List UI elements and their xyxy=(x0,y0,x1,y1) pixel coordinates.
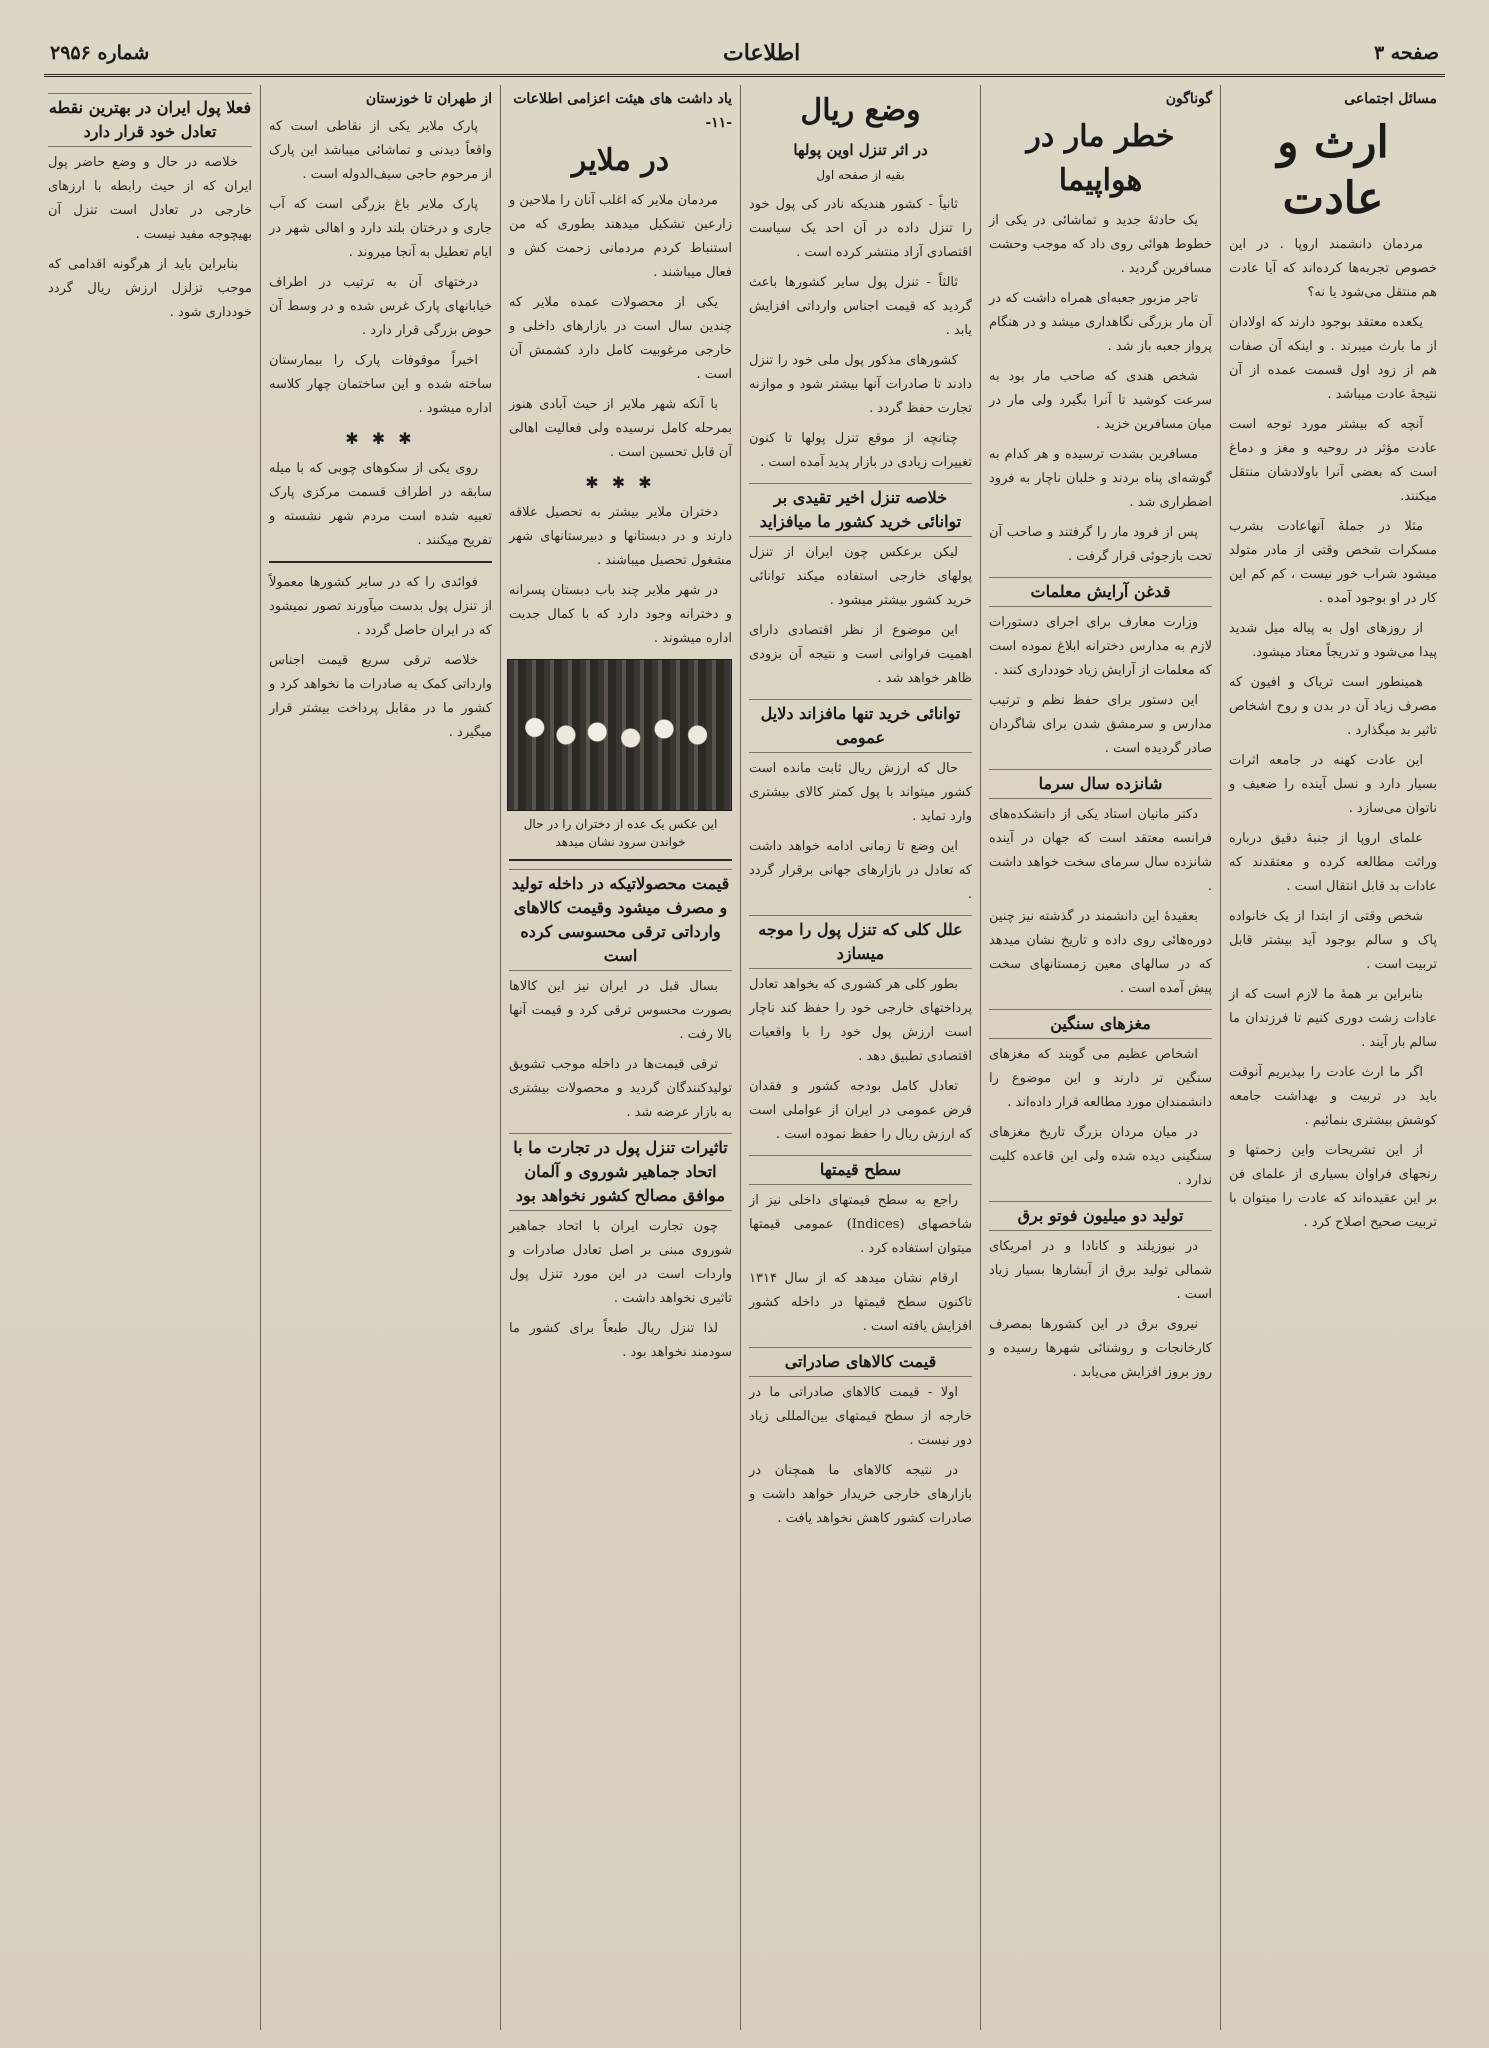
series-kicker: یاد داشت های هیئت اعزامی اطلاعات -۱۱- xyxy=(513,91,732,131)
paragraph: مسافرین بشدت ترسیده و هر کدام به گوشه‌ای پناه بردند و خلبان ناچار به فرود اضطراری شد . xyxy=(989,447,1212,510)
paragraph: خلاصه ترقی سریع قیمت اجناس وارداتی کمک به صادرات ما نخواهد کرد و کشور ما در مقابل پرداخت بیشتر قرار میگیرد . xyxy=(269,653,492,740)
subheading: توانائی خرید تنها مافزاند دلایل عمومی xyxy=(749,699,972,753)
paragraph: لذا تنزل ریال طبعاً برای کشور ما سودمند نخواهد بود . xyxy=(509,1321,732,1360)
paragraph: پس از فرود مار را گرفتند و صاحب آن تحت بازجوئی قرار گرفت . xyxy=(989,525,1212,564)
divider xyxy=(269,561,492,563)
column-snake-airplane xyxy=(980,85,1220,2030)
paragraph: خلاصه در حال و وضع حاضر پول ایران که از حیث رابطه با ارزهای خارجی در تعادل است تنزل آن بهیچوجه مفید نیست . xyxy=(48,155,252,242)
column-rial-balance xyxy=(40,85,260,2030)
columns xyxy=(44,85,1445,2030)
paragraph: مثلا در جملهٔ آنهاعادت بشرب مسکرات شخص وقتی از مادر متولد میشود شراب خور نیست ، کم کم این کار در او بوجود آمده . xyxy=(1229,519,1437,606)
issue-number: شماره ۲۹۵۶ xyxy=(50,42,150,64)
paragraph: یکعده معتقد بوجود دارند که اولادان از ما بارث میبرند . و اینکه آن صفات هم از زود اول قسمت عمده از آن نتیجهٔ عادت میباشد . xyxy=(1229,315,1437,402)
paragraph: همینطور است تریاک و افیون که مصرف زیاد آن در بدن و روح اشخاص تاثیر بد میگذارد . xyxy=(1229,675,1437,738)
paragraph: ثانیاً - کشور هندیکه نادر کی پول خود را تنزل داده در آن احد یک سیاست اقتصادی آزاد منتشر کرده است . xyxy=(749,197,972,260)
subheading: قیمت محصولاتیکه در داخله تولید و مصرف میشود وقیمت کالاهای وارداتی ترقی محسوسی کرده است xyxy=(509,869,732,971)
paragraph: شخص وقتی از ابتدا از یک خانواده پاک و سالم بوجود آید بیشتر قابل تربیت است . xyxy=(1229,909,1437,972)
paragraph: شخص هندی که صاحب مار بود به سرعت کوشید تا آنرا بگیرد ولی مار در میان مسافرین خزید . xyxy=(989,369,1212,432)
paragraph: تعادل کامل بودجه کشور و فقدان قرض عمومی در ایران از عواملی است که ارزش ریال را حفظ نموده است . xyxy=(749,1079,972,1142)
paragraph: دکتر مانیان استاد یکی از دانشکده‌های فرانسه معتقد است که جهان در آینده شانزده سال سرمای سخت خواهد داشت . xyxy=(989,807,1212,894)
paragraph: کشورهای مذکور پول ملی خود را تنزل دادند تا صادرات آنها بیشتر شود و موازنه تجارت حفظ گردد . xyxy=(749,353,972,416)
paragraph: نیروی برق در این کشورها بمصرف کارخانجات و روشنائی شهرها رسیده و روز بروز افزایش می‌یابد . xyxy=(989,1317,1212,1380)
paragraph: در شهر ملایر چند باب دبستان پسرانه و دخترانه وجود دارد که با کمال جدیت اداره میشوند . xyxy=(509,583,732,646)
paragraph: اولا - قیمت کالاهای صادراتی ما در خارجه از سطح قیمتهای بین‌المللی زیاد دور نیست . xyxy=(749,1385,972,1448)
paragraph: بسال قبل در ایران نیز این کالاها بصورت محسوس ترقی کرد و قیمت آنها بالا رفت . xyxy=(509,979,732,1042)
paragraph: آنچه که بیشتر مورد توجه است عادت مؤثر در روحیه و مغز و دماغ است که بعضی آنرا باولادشان منتقل میکنند. xyxy=(1229,417,1437,504)
paragraph: یکی از محصولات عمده ملایر که چندین سال است در بازارهای داخلی و خارجی مرغوبیت کامل دارد کشمش آن است . xyxy=(509,295,732,382)
column-malayer-park xyxy=(260,85,500,2030)
paragraph: اخیراً موقوفات پارک را بیمارستان ساخته شده و این ساختمان چهار کلاسه اداره میشود . xyxy=(269,353,492,416)
subheading: فعلا پول ایران در بهترین نقطه تعادل خود قرار دارد xyxy=(48,93,252,147)
page-number: صفحه ۳ xyxy=(1373,42,1439,64)
paragraph: اگر ما ارث عادت را بپذیریم آنوقت باید در تربیت و بهداشت جامعه کوشش بیشتری بنمائیم . xyxy=(1229,1065,1437,1128)
section-divider: ✱ ✱ ✱ xyxy=(585,473,656,492)
paragraph: پارک ملایر یکی از نقاطی است که واقعاً دیدنی و تماشائی میباشد این پارک از مرحوم حاجی سیف‌الدوله است . xyxy=(269,119,492,182)
photo-caption: این عکس یک عده از دختران را در حال خواندن سرود نشان میدهد xyxy=(523,817,718,849)
paragraph: تاجر مزبور جعبه‌ای همراه داشت که در آن مار بزرگی نگاهداری میشد و در هنگام پرواز جعبه باز شد . xyxy=(989,291,1212,354)
paragraph: با آنکه شهر ملایر از حیث آبادی هنوز بمرحله کامل نرسیده ولی فعالیت اهالی آن قابل تحسین است . xyxy=(509,397,732,460)
paragraph: در نیوزیلند و کانادا و در امریکای شمالی تولید برق از آبشارها بسیار زیاد است . xyxy=(989,1239,1212,1302)
paragraph: از روزهای اول به پیاله میل شدید پیدا می‌شود و تدریجاً معتاد میشود. xyxy=(1229,621,1437,660)
paragraph: مردمان دانشمند اروپا . در این خصوص تجربه‌ها کرده‌اند که آیا عادت هم منتقل می‌شود یا نه؟ xyxy=(1229,237,1437,300)
subheading: خلاصه تنزل اخیر تقیدی بر توانائی خرید کشور ما میافزاید xyxy=(749,483,972,537)
subheading: سطح قیمتها xyxy=(749,1155,972,1185)
paragraph: چنانچه از موقع تنزل پولها تا کنون تغییرات زیادی در بازار پدید آمده است . xyxy=(749,431,972,470)
continued-note: بقیه از صفحه اول xyxy=(816,168,905,182)
section-divider: ✱ ✱ ✱ xyxy=(345,429,416,448)
paragraph: اشخاص عظیم می گویند که مغزهای سنگین تر دارند و این موضوع را دانشمندان مورد مطالعه قرار داده‌اند . xyxy=(989,1047,1212,1110)
paragraph: بنابراین بر همهٔ ما لازم است که از عادات زشت دوری کنیم تا فرزندان ما سالم بار آیند . xyxy=(1229,987,1437,1050)
subheading: علل کلی که تنزل پول را موجه میسازد xyxy=(749,915,972,969)
article-headline: ارث و عادت xyxy=(1277,117,1389,224)
paragraph: حال که ارزش ریال ثابت مانده است کشور میتواند با پول کمتر کالای بیشتری وارد نماید . xyxy=(749,761,972,824)
divider xyxy=(509,859,732,861)
paragraph: وزارت معارف برای اجرای دستورات لازم به مدارس دخترانه ابلاغ نموده است که معلمات از آرایش زیاد خودداری کنند . xyxy=(989,615,1212,678)
column-rial-status xyxy=(740,85,980,2030)
paragraph: بطور کلی هر کشوری که بخواهد تعادل پرداختهای خارجی خود را حفظ کند ناچار است ارزش پول خود را با واقعیات اقتصادی تطبیق دهد . xyxy=(749,977,972,1064)
paragraph: لیکن برعکس چون ایران از تنزل پولهای خارجی استفاده میکند توانائی خرید کشور بیشتر میشود . xyxy=(749,545,972,608)
paragraph: این عادت کهنه در جامعه اثرات بسیار دارد و نسل آینده را ضعیف و ناتوان می‌سازد . xyxy=(1229,753,1437,816)
subheading: شانزده سال سرما xyxy=(989,769,1212,799)
subheading: قیمت کالاهای صادراتی xyxy=(749,1347,972,1377)
subheading: تولید دو میلیون فوتو برق xyxy=(989,1201,1212,1231)
paragraph: ثالثاً - تنزل پول سایر کشورها باعث گردید که قیمت اجناس وارداتی افزایش یابد . xyxy=(749,275,972,338)
paragraph: این وضع تا زمانی ادامه خواهد داشت که تعادل در بازارهای جهانی برقرار گردد . xyxy=(749,839,972,902)
series-kicker: از طهران تا خوزستان xyxy=(365,91,492,107)
column-arth-va-adat xyxy=(1220,85,1445,2030)
paragraph: این دستور برای حفظ نظم و ترتیب مدارس و سرمشق شدن برای شاگردان صادر گردیده است . xyxy=(989,693,1212,756)
paragraph: روی یکی از سکوهای چوبی که با میله سابقه در اطراف قسمت مرکزی پارک تعبیه شده است مردم شهر نشسته و تفریح میکنند . xyxy=(269,461,492,548)
paragraph: علمای اروپا از جنبهٔ دقیق درباره وراثت مطالعه کرده و معتقدند که عادات بد قابل انتقال است . xyxy=(1229,831,1437,894)
column-malayer xyxy=(500,85,740,2030)
section-kicker: مسائل اجتماعی xyxy=(1344,91,1437,107)
paragraph: در نتیجه کالاهای ما همچنان در بازارهای خارجی خریدار خواهد داشت و صادرات کشور کاهش نخواهد یافت . xyxy=(749,1463,972,1526)
paper-name: اطلاعات xyxy=(722,40,801,66)
paragraph: دختران ملایر بیشتر به تحصیل علاقه دارند و در دبستانها و دبیرستانهای شهر مشغول تحصیل میباشند . xyxy=(509,505,732,568)
paragraph: فوائدی را که در سایر کشورها معمولاً از تنزل پول بدست میآورند تصور نمیشود که در ایران حاصل گردد . xyxy=(269,575,492,638)
article-headline: در ملایر xyxy=(571,143,670,178)
paragraph: مردمان ملایر که اغلب آنان را ملاحین و زارعین تشکیل میدهند بطوری که من استنباط کردم مردمانی زحمت کش و فعال میباشند . xyxy=(509,193,732,280)
section-kicker: گوناگون xyxy=(1165,91,1212,107)
paragraph: یک حادثهٔ جدید و تماشائی در یکی از خطوط هوائی روی داد که موجب وحشت مسافرین گردید . xyxy=(989,213,1212,276)
article-deck: در اثر تنزل اوین پولها xyxy=(793,141,928,159)
subheading: تاثیرات تنزل پول در تجارت ما با اتحاد جماهیر شوروی و آلمان موافق مصالح کشور نخواهد بود xyxy=(509,1133,732,1211)
paragraph: درختهای آن به ترتیب در اطراف خیابانهای پارک غرس شده و در وسط آن حوض بزرگی قرار دارد . xyxy=(269,275,492,338)
masthead xyxy=(44,38,1445,77)
paragraph: از این تشریحات واین زحمتها و رنجهای فراوان بسیاری از علمای فن بر این عقیده‌اند که عادت را میتوان با تربیت صحیح اصلاح کرد . xyxy=(1229,1143,1437,1230)
paragraph: راجع به سطح قیمتهای داخلی نیز از شاخصهای (Indices) عمومی قیمتها میتوان استفاده کرد . xyxy=(749,1193,973,1256)
paragraph: این موضوع از نظر اقتصادی دارای اهمیت فراوانی است و نتیجه آن بزودی ظاهر خواهد شد . xyxy=(749,623,972,686)
subheading: مغزهای سنگین xyxy=(989,1009,1212,1039)
subheading: قدغن آرایش معلمات xyxy=(989,577,1212,607)
article-headline: خطر مار در هواپیما xyxy=(1026,119,1175,198)
paragraph: چون تجارت ایران با اتحاد جماهیر شوروی مبنی بر اصل تعادل صادرات و واردات است در این مورد تنزل پول تاثیری نخواهد داشت . xyxy=(509,1219,732,1306)
paragraph: پارک ملایر باغ بزرگی است که آب جاری و درختان بلند دارد و اهالی شهر در ایام تعطیل به آنجا میروند . xyxy=(269,197,492,260)
paragraph: بعقیدهٔ این دانشمند در گذشته نیز چنین دوره‌هائی روی داده و تاریخ نشان میدهد که در سالهای معین زمستانهای سخت پیش آمده است . xyxy=(989,909,1212,996)
article-headline: وضع ریال xyxy=(800,93,921,128)
paragraph: ترقی قیمت‌ها در داخله موجب تشویق تولیدکنندگان گردید و محصولات بیشتری به بازار عرضه شد . xyxy=(509,1057,732,1120)
paragraph: ارقام نشان میدهد که از سال ۱۳۱۴ تاکنون سطح قیمتها در داخله کشور افزایش یافته است . xyxy=(749,1271,972,1334)
paragraph: در میان مردان بزرگ تاریخ مغزهای سنگینی دیده شده ولی این قاعده کلیت ندارد . xyxy=(989,1125,1212,1188)
girls-singing-photo xyxy=(507,659,732,811)
paragraph: بنابراین باید از هرگونه اقدامی که موجب تزلزل ارزش ریال گردد خودداری شود . xyxy=(48,257,252,320)
